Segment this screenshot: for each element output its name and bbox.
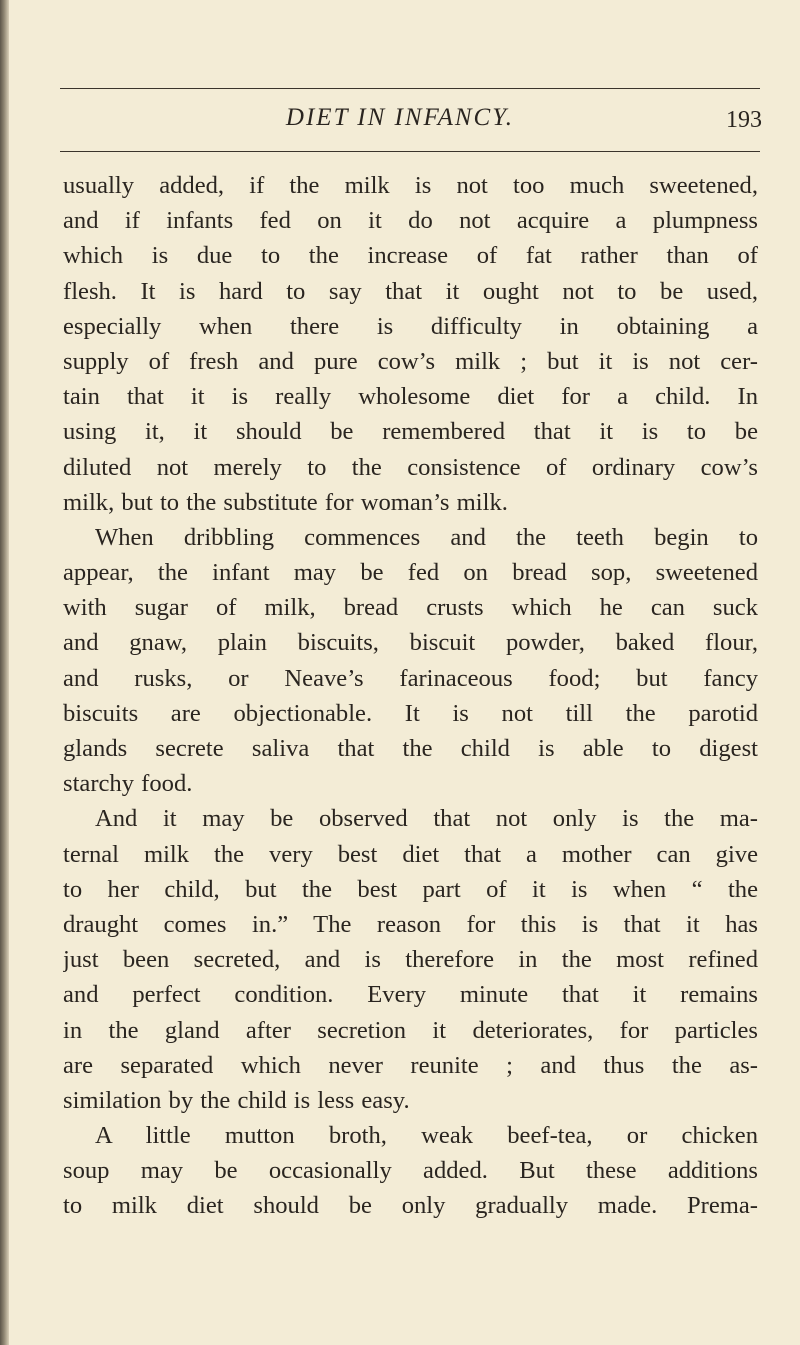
text-line: appear, the infant may be fed on bread sop, sweetened [63, 559, 758, 587]
text-line: glands secrete saliva that the child is able to digest [63, 735, 758, 762]
text-line: in the gland after secretion it deteriorates, for particles [63, 1016, 758, 1044]
header-rule [60, 151, 760, 152]
text-line: soup may be occasionally added. But these additions [63, 1157, 758, 1185]
text-line: And it may be observed that not only is the ma- [95, 805, 758, 833]
text-line: which is due to the increase of fat rather than of [63, 242, 758, 270]
text-line: using it, it should be remembered that it is to be [63, 418, 758, 446]
text-line: starchy food. [63, 770, 193, 798]
text-line: and rusks, or Neave’s farinaceous food; but fancy [63, 664, 758, 692]
text-line: A little mutton broth, weak beef-tea, or chicken [95, 1122, 758, 1150]
text-line: to her child, but the best part of it is when “ the [63, 875, 758, 903]
text-line: especially when there is difficulty in obtaining a [63, 312, 758, 340]
text-line: and gnaw, plain biscuits, biscuit powder, baked flour, [63, 629, 758, 657]
text-line: usually added, if the milk is not too much sweetened, [63, 172, 758, 199]
body-text [63, 168, 758, 1224]
text-line: similation by the child is less easy. [63, 1086, 410, 1114]
running-head: DIET IN INFANCY. [285, 104, 515, 131]
text-line: tain that it is really wholesome diet for a child. In [63, 383, 758, 411]
text-line: with sugar of milk, bread crusts which he can suck [63, 594, 758, 622]
text-line: and perfect condition. Every minute that it remains [63, 981, 758, 1009]
text-line: just been secreted, and is therefore in the most refined [63, 946, 758, 974]
text-line: milk, but to the substitute for woman’s milk. [63, 488, 508, 516]
text-line: flesh. It is hard to say that it ought not to be used, [63, 277, 758, 305]
text-line: diluted not merely to the consistence of ordinary cow’s [63, 453, 758, 481]
text-line: When dribbling commences and the teeth begin to [95, 523, 758, 551]
top-rule [60, 88, 760, 89]
text-line: ternal milk the very best diet that a mother can give [63, 840, 758, 868]
text-line: draught comes in.” The reason for this is that it has [63, 910, 758, 938]
text-line: and if infants fed on it do not acquire a plumpness [63, 207, 758, 235]
page-binding-edge [0, 0, 9, 1345]
page-number: 193 [726, 107, 762, 133]
text-line: biscuits are objectionable. It is not till the parotid [63, 699, 758, 727]
text-line: to milk diet should be only gradually made. Prema- [63, 1192, 758, 1220]
text-line: are separated which never reunite ; and thus the as- [63, 1051, 758, 1079]
text-line: supply of fresh and pure cow’s milk ; but it is not cer- [63, 347, 758, 375]
